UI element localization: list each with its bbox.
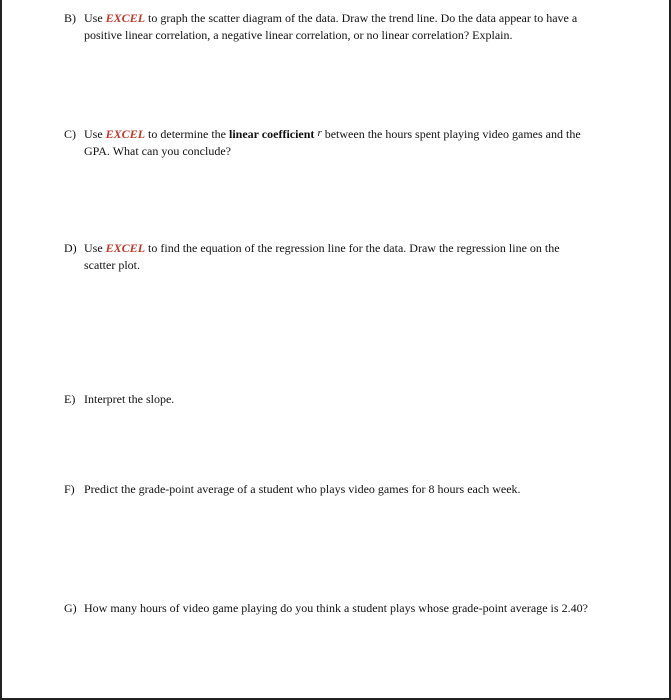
- question-g-label: G): [64, 601, 77, 615]
- question-g: [64, 600, 644, 617]
- question-b-continuation: positive linear correlation, a negative linear correlation, or no linear correlation? Explain.: [84, 28, 513, 42]
- question-c-bold-term: linear coefficient: [229, 127, 315, 141]
- question-g-text: How many hours of video game playing do you think a student plays whose grade-point average is 2.40?: [84, 601, 588, 615]
- question-f-label: F): [64, 482, 75, 496]
- question-e: [64, 391, 644, 408]
- question-d: [64, 240, 644, 274]
- question-b-text: to graph the scatter diagram of the data. Draw the trend line. Do the data appear to have a: [145, 11, 578, 25]
- question-c-symbol: r: [317, 127, 322, 139]
- question-c-pre: Use: [84, 127, 106, 141]
- question-c: [64, 125, 644, 160]
- question-e-text: Interpret the slope.: [84, 392, 175, 406]
- question-f: [64, 481, 644, 498]
- question-c-text: between the hours spent playing video games and the: [321, 127, 581, 141]
- question-c-excel: EXCEL: [105, 127, 146, 141]
- question-b-pre: Use: [84, 11, 106, 25]
- question-d-pre: Use: [84, 241, 106, 255]
- question-b-excel: EXCEL: [105, 11, 146, 25]
- question-b-label: B): [64, 11, 76, 25]
- question-d-excel: EXCEL: [105, 241, 146, 255]
- question-c-mid: to determine the: [145, 127, 230, 141]
- question-f-text: Predict the grade-point average of a student who plays video games for 8 hours each week.: [84, 482, 521, 496]
- question-c-continuation: GPA. What can you conclude?: [84, 144, 231, 158]
- question-b: [64, 10, 644, 44]
- question-d-label: D): [64, 241, 77, 255]
- question-c-label: C): [64, 127, 76, 141]
- question-d-continuation: scatter plot.: [84, 258, 140, 272]
- question-d-text: to find the equation of the regression line for the data. Draw the regression line on the: [145, 241, 560, 255]
- question-e-label: E): [64, 392, 76, 406]
